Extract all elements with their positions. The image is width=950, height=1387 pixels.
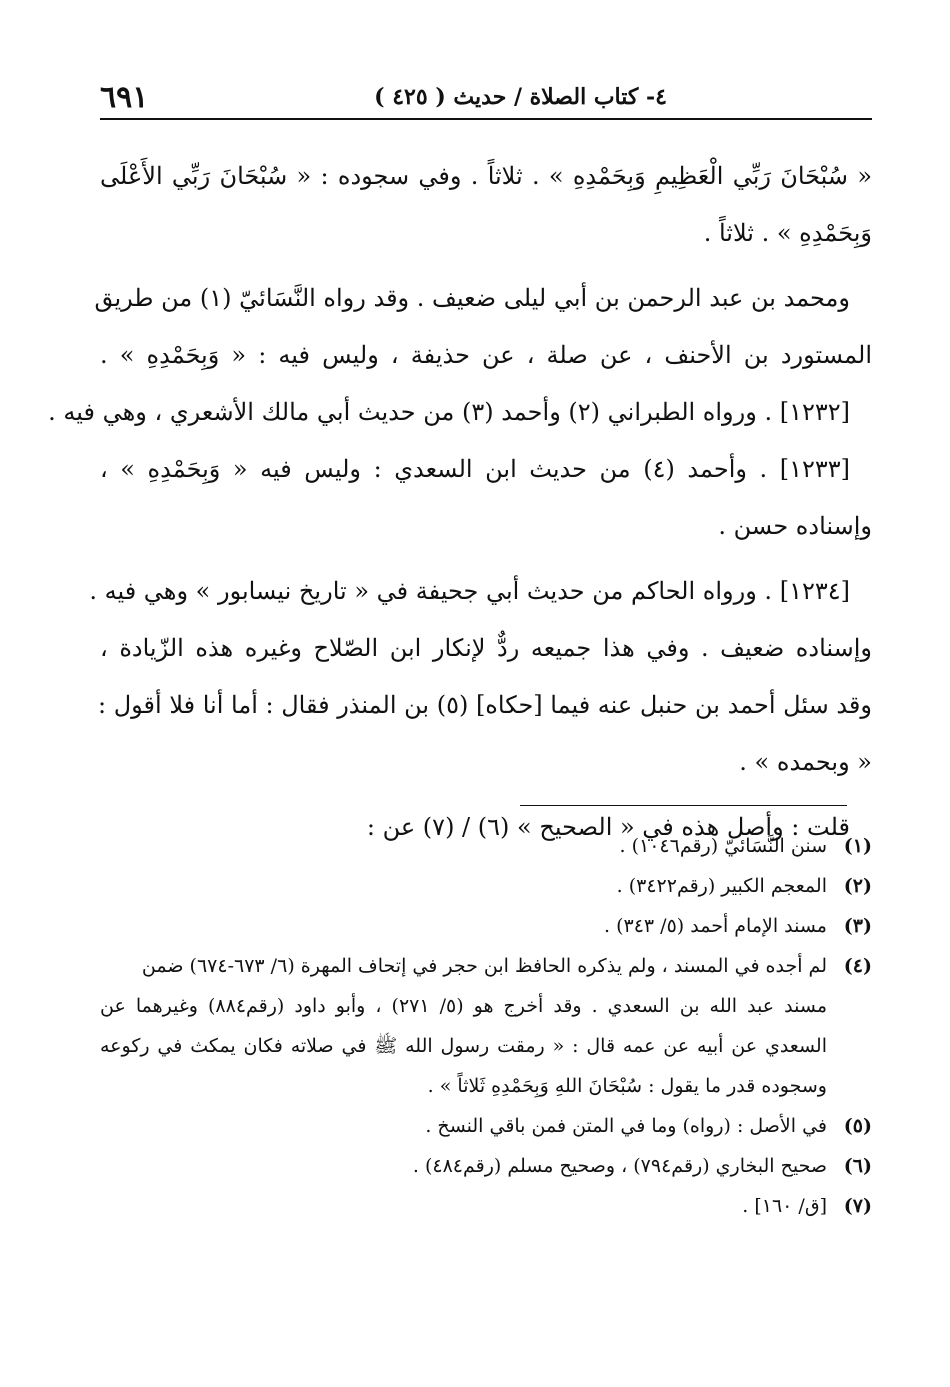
footnote-text: مسند الإمام أحمد (٥/ ٣٤٣) .: [604, 915, 827, 937]
footnote-4-line-4: وسجوده قدر ما يقول : سُبْحَانَ اللهِ وَبِحَمْدِهِ ثَلاثاً » .: [427, 1075, 827, 1097]
text-line: ومحمد بن عبد الرحمن بن أبي ليلى ضعيف . وقد رواه النَّسَائيّ (١) من طريق: [94, 284, 850, 312]
footnote-4-line-2: مسند عبد الله بن السعدي . وقد أخرج هو (٥/ ٢٧١) ، وأبو داود (رقم٨٨٤) وغيرهما عن: [100, 995, 827, 1017]
footnote-4: [100, 946, 872, 986]
footnote-text: المعجم الكبير (رقم٣٤٢٢) .: [616, 875, 827, 897]
footnote-text: صحيح البخاري (رقم٧٩٤) ، وصحيح مسلم (رقم٤٨٤) .: [412, 1155, 827, 1177]
header-rule: [100, 118, 872, 120]
main-text: [48, 148, 872, 856]
text-line: المستورد بن الأحنف ، عن صلة ، عن حذيفة ، وليس فيه : « وَبِحَمْدِهِ » .: [100, 341, 872, 369]
footnote-text: سنن النَّسَائيّ (رقم١٠٤٦) .: [619, 835, 827, 857]
page-number: ٦٩١: [100, 80, 149, 115]
text-line: وَبِحَمْدِهِ » . ثلاثاً .: [703, 219, 872, 247]
footnote-number: (٢): [843, 875, 872, 897]
running-head: ٤- كتاب الصلاة / حديث ( ٤٢٥ ): [374, 84, 667, 110]
footnote-text: لم أجده في المسند ، ولم يذكره الحافظ ابن حجر في إتحاف المهرة (٦/ ٦٧٣-٦٧٤) ضمن: [141, 955, 827, 977]
footnote-2: [100, 866, 872, 906]
footnote-number: (٤): [843, 955, 872, 977]
text-line: وإسناده حسن .: [718, 512, 872, 540]
text-line: « سُبْحَانَ رَبِّي الْعَظِيمِ وَبِحَمْدِهِ » . ثلاثاً . وفي سجوده : « سُبْحَانَ رَبِّي الأَعْلَى: [100, 162, 872, 190]
footnote-text: في الأصل : (رواه) وما في المتن فمن باقي النسخ .: [425, 1115, 827, 1137]
footnote-number: (٥): [843, 1115, 872, 1137]
text-line: قلت : وأصل هذه في « الصحيح » (٦) / (٧) عن :: [366, 813, 850, 841]
footnote-5: [100, 1106, 872, 1146]
text-line: وإسناده ضعيف . وفي هذا جميعه ردٌّ لإنكار ابن الصّلاح وغيره هذه الزّيادة ،: [100, 634, 872, 662]
text-line: وقد سئل أحمد بن حنبل عنه فيما [حكاه] (٥) بن المنذر فقال : أما أنا فلا أقول :: [98, 691, 872, 719]
footnote-1: [100, 826, 872, 866]
footnote-3: [100, 906, 872, 946]
footnote-number: (٣): [843, 915, 872, 937]
footnote-number: (١): [843, 835, 872, 857]
text-line: « وبحمده » .: [739, 748, 872, 776]
text-line: [١٢٣٣] . وأحمد (٤) من حديث ابن السعدي : وليس فيه « وَبِحَمْدِهِ » ،: [100, 455, 850, 483]
footnote-number: (٦): [843, 1155, 872, 1177]
footnote-4-line-3: السعدي عن أبيه عن عمه قال : « رمقت رسول الله ﷺ في صلاته فكان يمكث في ركوعه: [100, 1035, 827, 1057]
text-line: [١٢٣٢] . ورواه الطبراني (٢) وأحمد (٣) من حديث أبي مالك الأشعري ، وهي فيه .: [48, 398, 850, 426]
footnote-7: [100, 1186, 872, 1226]
footnote-6: [100, 1146, 872, 1186]
footnote-separator: [520, 805, 847, 806]
footnote-number: (٧): [843, 1195, 872, 1217]
footnote-text: [ق/ ١٦٠] .: [742, 1195, 827, 1217]
footnotes: [100, 826, 872, 1226]
page-header: [100, 72, 872, 120]
text-line: [١٢٣٤] . ورواه الحاكم من حديث أبي جحيفة في « تاريخ نيسابور » وهي فيه .: [89, 577, 850, 605]
